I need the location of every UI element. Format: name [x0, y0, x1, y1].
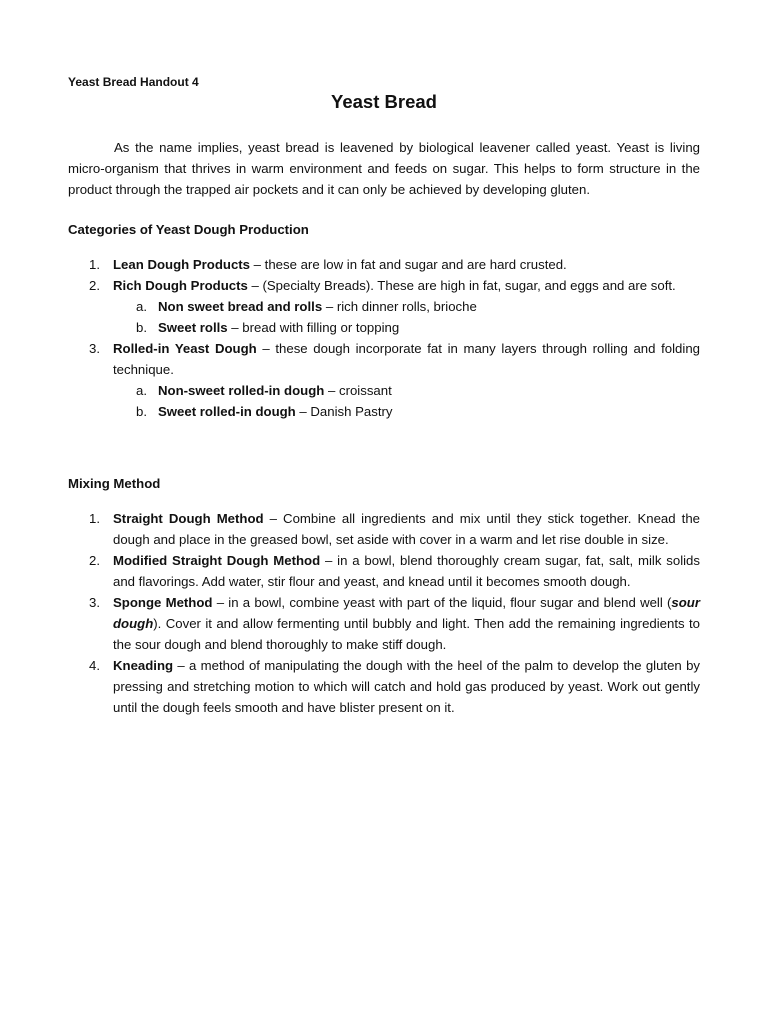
document-title: Yeast Bread [331, 91, 437, 112]
category-item [68, 275, 700, 338]
sub-item [68, 401, 700, 422]
method-desc: – Combine all ingredients and mix until they stick together. Knead the dough and place in the greased bowl, set aside with cover in a warm and let rise double in size. [113, 511, 700, 547]
sub-item [68, 296, 700, 317]
method-term: Kneading [113, 658, 174, 673]
category-desc: – these dough incorporate fat in many layers through rolling and folding technique. [113, 341, 700, 377]
sub-list [113, 296, 700, 338]
list-marker: 1. [89, 511, 100, 526]
sub-desc: – bread with filling or topping [227, 320, 400, 335]
method-desc: ). Cover it and allow fermenting until bubbly and light. Then add the remaining ingredients to the sour dough and blend thoroughly to make stiff dough. [113, 616, 700, 652]
sub-marker: b. [136, 404, 147, 419]
intro-paragraph: As the name implies, yeast bread is leavened by biological leavener called yeast. Yeast is living micro-organism that thrives in warm environment and feeds on sugar. This helps to form structure in the product through the trapped air pockets and it can only be achieved by developing gluten. [68, 140, 700, 197]
sub-term: Sweet rolls [158, 320, 228, 335]
method-term: Modified Straight Dough Method [113, 553, 321, 568]
method-item [68, 550, 700, 592]
list-marker: 3. [89, 595, 100, 610]
list-marker: 2. [89, 278, 100, 293]
category-term: Rich Dough Products [113, 278, 248, 293]
sub-marker: a. [136, 299, 147, 314]
item-text [113, 550, 700, 592]
categories-heading: Categories of Yeast Dough Production [68, 222, 309, 237]
category-desc: – these are low in fat and sugar and are hard crusted. [250, 257, 567, 272]
mixing-list [68, 508, 700, 718]
category-term: Rolled-in Yeast Dough [113, 341, 257, 356]
method-desc: – in a bowl, blend thoroughly cream sugar, fat, salt, milk solids and flavorings. Add water, stir flour and yeast, and knead until it becomes smooth dough. [113, 553, 700, 589]
mixing-heading: Mixing Method [68, 476, 161, 491]
item-text [113, 275, 700, 296]
handout-label: Yeast Bread Handout 4 [68, 75, 199, 89]
method-item [68, 592, 700, 655]
sub-term: Non sweet bread and rolls [158, 299, 323, 314]
item-text [113, 508, 700, 550]
list-marker: 1. [89, 257, 100, 272]
category-item [68, 254, 700, 275]
method-desc: – in a bowl, combine yeast with part of the liquid, flour sugar and blend well ( [212, 595, 672, 610]
item-text [113, 592, 700, 655]
item-text [113, 254, 700, 275]
method-item [68, 508, 700, 550]
sub-item [68, 317, 700, 338]
sub-term: Non-sweet rolled-in dough [158, 383, 325, 398]
sub-item [68, 380, 700, 401]
category-desc: – (Specialty Breads). These are high in fat, sugar, and eggs and are soft. [247, 278, 676, 293]
sub-marker: b. [136, 320, 147, 335]
emphasis-term: sour dough [113, 595, 700, 631]
list-marker: 2. [89, 553, 100, 568]
list-marker: 3. [89, 341, 100, 356]
method-term: Straight Dough Method [113, 511, 264, 526]
category-term: Lean Dough Products [113, 257, 251, 272]
method-item [68, 655, 700, 718]
sub-list [113, 380, 700, 422]
sub-desc: – Danish Pastry [295, 404, 393, 419]
sub-desc: – croissant [324, 383, 392, 398]
item-text [113, 655, 700, 718]
category-item [68, 338, 700, 422]
method-term: Sponge Method [113, 595, 213, 610]
sub-desc: – rich dinner rolls, brioche [322, 299, 477, 314]
item-text [113, 338, 700, 380]
list-marker: 4. [89, 658, 100, 673]
categories-list [68, 254, 700, 422]
sub-marker: a. [136, 383, 147, 398]
sub-term: Sweet rolled-in dough [158, 404, 296, 419]
method-desc: – a method of manipulating the dough with the heel of the palm to develop the gluten by pressing and stretching motion to which will catch and hold gas produced by yeast. Work out gently until the dough feels smooth and have blister present on it. [113, 658, 700, 715]
